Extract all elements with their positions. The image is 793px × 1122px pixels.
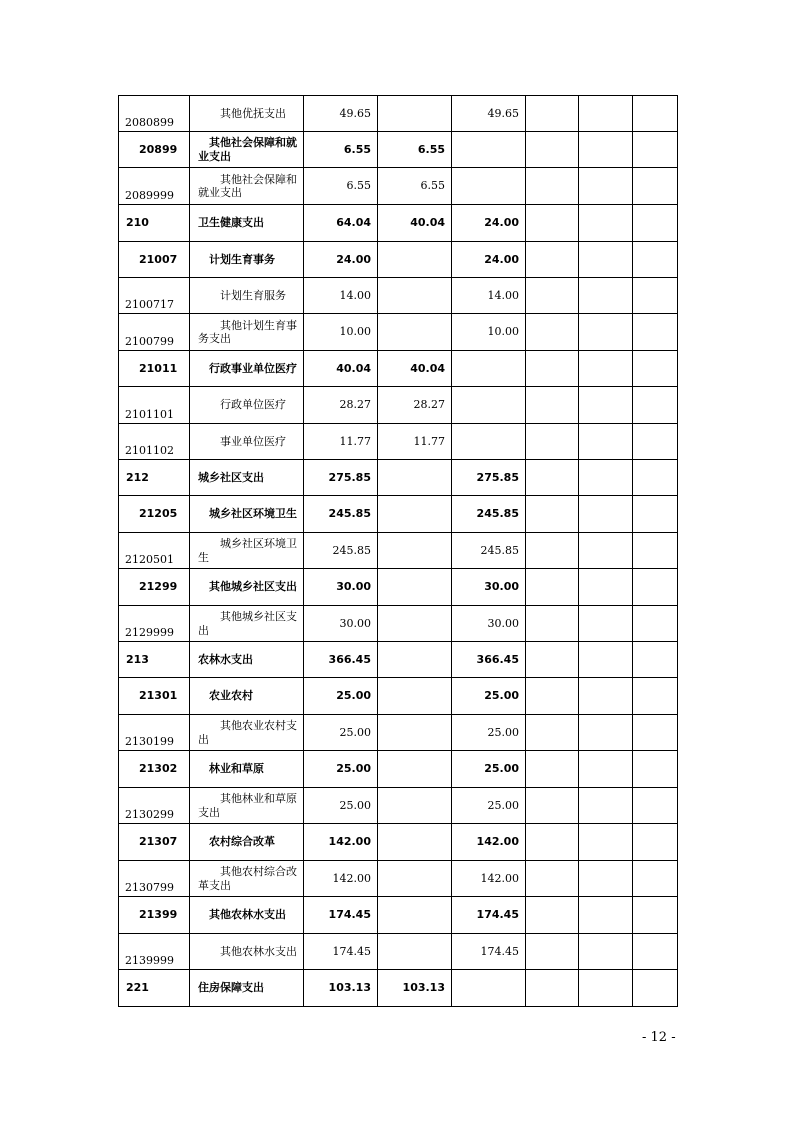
table-row bbox=[119, 897, 678, 934]
basic-amount-cell: 103.13 bbox=[378, 970, 452, 1007]
empty-cell bbox=[633, 242, 678, 278]
empty-cell bbox=[526, 788, 579, 824]
empty-cell bbox=[633, 424, 678, 460]
table-row bbox=[119, 788, 678, 824]
empty-cell bbox=[579, 788, 633, 824]
basic-amount-cell bbox=[378, 569, 452, 606]
table-row bbox=[119, 132, 678, 168]
table-row bbox=[119, 387, 678, 424]
basic-amount-cell bbox=[378, 460, 452, 496]
subject-name-cell: 其他农林水支出 bbox=[190, 934, 304, 970]
subject-name-cell: 城乡社区环境卫生 bbox=[190, 496, 304, 533]
empty-cell bbox=[633, 824, 678, 861]
subject-code-cell: 2120501 bbox=[119, 533, 190, 569]
table-row bbox=[119, 824, 678, 861]
empty-cell bbox=[579, 351, 633, 387]
project-amount-cell: 30.00 bbox=[452, 569, 526, 606]
subject-name-cell: 卫生健康支出 bbox=[190, 205, 304, 242]
empty-cell bbox=[526, 642, 579, 678]
subject-name-cell: 城乡社区环境卫生 bbox=[190, 533, 304, 569]
project-amount-cell: 366.45 bbox=[452, 642, 526, 678]
subject-name-cell: 行政单位医疗 bbox=[190, 387, 304, 424]
empty-cell bbox=[633, 132, 678, 168]
basic-amount-cell bbox=[378, 242, 452, 278]
empty-cell bbox=[633, 460, 678, 496]
subject-code-cell: 20899 bbox=[119, 132, 190, 168]
empty-cell bbox=[579, 569, 633, 606]
table-row bbox=[119, 569, 678, 606]
empty-cell bbox=[526, 606, 579, 642]
project-amount-cell: 245.85 bbox=[452, 533, 526, 569]
empty-cell bbox=[633, 205, 678, 242]
total-amount-cell: 25.00 bbox=[304, 715, 378, 751]
subject-name-cell: 其他城乡社区支出 bbox=[190, 606, 304, 642]
empty-cell bbox=[526, 96, 579, 132]
subject-name-cell: 农村综合改革 bbox=[190, 824, 304, 861]
empty-cell bbox=[579, 242, 633, 278]
basic-amount-cell bbox=[378, 96, 452, 132]
empty-cell bbox=[633, 678, 678, 715]
subject-code-cell: 21011 bbox=[119, 351, 190, 387]
empty-cell bbox=[633, 897, 678, 934]
total-amount-cell: 245.85 bbox=[304, 533, 378, 569]
empty-cell bbox=[633, 788, 678, 824]
subject-code-cell: 2130199 bbox=[119, 715, 190, 751]
project-amount-cell: 49.65 bbox=[452, 96, 526, 132]
table-row bbox=[119, 205, 678, 242]
subject-name-cell: 林业和草原 bbox=[190, 751, 304, 788]
empty-cell bbox=[526, 278, 579, 314]
empty-cell bbox=[579, 132, 633, 168]
project-amount-cell bbox=[452, 351, 526, 387]
total-amount-cell: 245.85 bbox=[304, 496, 378, 533]
total-amount-cell: 24.00 bbox=[304, 242, 378, 278]
empty-cell bbox=[579, 496, 633, 533]
project-amount-cell bbox=[452, 132, 526, 168]
empty-cell bbox=[526, 533, 579, 569]
empty-cell bbox=[526, 205, 579, 242]
table-row bbox=[119, 970, 678, 1007]
project-amount-cell bbox=[452, 424, 526, 460]
project-amount-cell: 174.45 bbox=[452, 897, 526, 934]
project-amount-cell: 174.45 bbox=[452, 934, 526, 970]
table-row bbox=[119, 715, 678, 751]
subject-code-cell: 210 bbox=[119, 205, 190, 242]
total-amount-cell: 142.00 bbox=[304, 861, 378, 897]
empty-cell bbox=[579, 460, 633, 496]
empty-cell bbox=[633, 533, 678, 569]
project-amount-cell: 245.85 bbox=[452, 496, 526, 533]
project-amount-cell: 30.00 bbox=[452, 606, 526, 642]
basic-amount-cell bbox=[378, 278, 452, 314]
table-row bbox=[119, 496, 678, 533]
table-row bbox=[119, 751, 678, 788]
subject-code-cell: 21301 bbox=[119, 678, 190, 715]
basic-amount-cell: 6.55 bbox=[378, 132, 452, 168]
basic-amount-cell bbox=[378, 642, 452, 678]
empty-cell bbox=[579, 678, 633, 715]
budget-expenditure-table bbox=[118, 95, 678, 1007]
empty-cell bbox=[526, 678, 579, 715]
total-amount-cell: 49.65 bbox=[304, 96, 378, 132]
total-amount-cell: 25.00 bbox=[304, 678, 378, 715]
basic-amount-cell bbox=[378, 715, 452, 751]
total-amount-cell: 10.00 bbox=[304, 314, 378, 351]
subject-code-cell: 21205 bbox=[119, 496, 190, 533]
basic-amount-cell: 40.04 bbox=[378, 205, 452, 242]
subject-code-cell: 21007 bbox=[119, 242, 190, 278]
subject-code-cell: 2100717 bbox=[119, 278, 190, 314]
total-amount-cell: 103.13 bbox=[304, 970, 378, 1007]
project-amount-cell: 14.00 bbox=[452, 278, 526, 314]
total-amount-cell: 275.85 bbox=[304, 460, 378, 496]
total-amount-cell: 366.45 bbox=[304, 642, 378, 678]
project-amount-cell: 142.00 bbox=[452, 861, 526, 897]
empty-cell bbox=[526, 897, 579, 934]
project-amount-cell: 24.00 bbox=[452, 242, 526, 278]
table-row bbox=[119, 861, 678, 897]
subject-code-cell: 2130299 bbox=[119, 788, 190, 824]
empty-cell bbox=[579, 861, 633, 897]
empty-cell bbox=[579, 314, 633, 351]
empty-cell bbox=[526, 242, 579, 278]
total-amount-cell: 174.45 bbox=[304, 934, 378, 970]
table-row bbox=[119, 278, 678, 314]
subject-name-cell: 计划生育服务 bbox=[190, 278, 304, 314]
basic-amount-cell bbox=[378, 861, 452, 897]
empty-cell bbox=[633, 715, 678, 751]
table-body bbox=[119, 96, 678, 1007]
basic-amount-cell: 28.27 bbox=[378, 387, 452, 424]
empty-cell bbox=[633, 496, 678, 533]
basic-amount-cell bbox=[378, 934, 452, 970]
table-row bbox=[119, 606, 678, 642]
subject-code-cell: 212 bbox=[119, 460, 190, 496]
table-row bbox=[119, 934, 678, 970]
empty-cell bbox=[526, 314, 579, 351]
subject-name-cell: 其他农村综合改革支出 bbox=[190, 861, 304, 897]
empty-cell bbox=[526, 424, 579, 460]
subject-code-cell: 2100799 bbox=[119, 314, 190, 351]
empty-cell bbox=[579, 533, 633, 569]
project-amount-cell bbox=[452, 970, 526, 1007]
total-amount-cell: 64.04 bbox=[304, 205, 378, 242]
empty-cell bbox=[579, 278, 633, 314]
project-amount-cell: 25.00 bbox=[452, 678, 526, 715]
subject-name-cell: 行政事业单位医疗 bbox=[190, 351, 304, 387]
subject-name-cell: 其他城乡社区支出 bbox=[190, 569, 304, 606]
total-amount-cell: 40.04 bbox=[304, 351, 378, 387]
table-row bbox=[119, 642, 678, 678]
total-amount-cell: 28.27 bbox=[304, 387, 378, 424]
empty-cell bbox=[579, 205, 633, 242]
empty-cell bbox=[526, 351, 579, 387]
empty-cell bbox=[526, 970, 579, 1007]
empty-cell bbox=[633, 351, 678, 387]
table-row bbox=[119, 351, 678, 387]
empty-cell bbox=[526, 496, 579, 533]
empty-cell bbox=[633, 751, 678, 788]
empty-cell bbox=[579, 606, 633, 642]
subject-name-cell: 其他优抚支出 bbox=[190, 96, 304, 132]
subject-code-cell: 2080899 bbox=[119, 96, 190, 132]
empty-cell bbox=[579, 715, 633, 751]
basic-amount-cell bbox=[378, 314, 452, 351]
subject-name-cell: 其他农业农村支出 bbox=[190, 715, 304, 751]
empty-cell bbox=[579, 934, 633, 970]
empty-cell bbox=[633, 861, 678, 897]
subject-code-cell: 21302 bbox=[119, 751, 190, 788]
empty-cell bbox=[633, 168, 678, 205]
table-row bbox=[119, 168, 678, 205]
empty-cell bbox=[526, 715, 579, 751]
subject-name-cell: 计划生育事务 bbox=[190, 242, 304, 278]
subject-name-cell: 农业农村 bbox=[190, 678, 304, 715]
empty-cell bbox=[526, 824, 579, 861]
empty-cell bbox=[579, 824, 633, 861]
empty-cell bbox=[633, 970, 678, 1007]
project-amount-cell bbox=[452, 168, 526, 205]
basic-amount-cell: 40.04 bbox=[378, 351, 452, 387]
empty-cell bbox=[526, 168, 579, 205]
total-amount-cell: 25.00 bbox=[304, 788, 378, 824]
total-amount-cell: 11.77 bbox=[304, 424, 378, 460]
empty-cell bbox=[579, 970, 633, 1007]
total-amount-cell: 174.45 bbox=[304, 897, 378, 934]
total-amount-cell: 6.55 bbox=[304, 132, 378, 168]
empty-cell bbox=[579, 642, 633, 678]
subject-name-cell: 事业单位医疗 bbox=[190, 424, 304, 460]
empty-cell bbox=[633, 278, 678, 314]
basic-amount-cell bbox=[378, 678, 452, 715]
total-amount-cell: 30.00 bbox=[304, 606, 378, 642]
project-amount-cell: 24.00 bbox=[452, 205, 526, 242]
basic-amount-cell bbox=[378, 606, 452, 642]
empty-cell bbox=[633, 314, 678, 351]
subject-code-cell: 2139999 bbox=[119, 934, 190, 970]
table-row bbox=[119, 242, 678, 278]
empty-cell bbox=[633, 569, 678, 606]
empty-cell bbox=[526, 934, 579, 970]
project-amount-cell: 25.00 bbox=[452, 751, 526, 788]
basic-amount-cell bbox=[378, 751, 452, 788]
project-amount-cell: 10.00 bbox=[452, 314, 526, 351]
basic-amount-cell bbox=[378, 897, 452, 934]
empty-cell bbox=[526, 569, 579, 606]
table-row bbox=[119, 533, 678, 569]
basic-amount-cell: 11.77 bbox=[378, 424, 452, 460]
subject-code-cell: 2130799 bbox=[119, 861, 190, 897]
basic-amount-cell: 6.55 bbox=[378, 168, 452, 205]
subject-name-cell: 其他社会保障和就业支出 bbox=[190, 132, 304, 168]
empty-cell bbox=[633, 642, 678, 678]
subject-name-cell: 其他农林水支出 bbox=[190, 897, 304, 934]
table-row bbox=[119, 678, 678, 715]
empty-cell bbox=[633, 934, 678, 970]
empty-cell bbox=[579, 96, 633, 132]
table-row bbox=[119, 424, 678, 460]
empty-cell bbox=[526, 861, 579, 897]
subject-code-cell: 2129999 bbox=[119, 606, 190, 642]
empty-cell bbox=[633, 96, 678, 132]
subject-code-cell: 21399 bbox=[119, 897, 190, 934]
project-amount-cell: 25.00 bbox=[452, 715, 526, 751]
subject-code-cell: 221 bbox=[119, 970, 190, 1007]
total-amount-cell: 30.00 bbox=[304, 569, 378, 606]
table-row bbox=[119, 96, 678, 132]
basic-amount-cell bbox=[378, 788, 452, 824]
basic-amount-cell bbox=[378, 824, 452, 861]
empty-cell bbox=[579, 168, 633, 205]
table-row bbox=[119, 314, 678, 351]
empty-cell bbox=[579, 751, 633, 788]
empty-cell bbox=[526, 387, 579, 424]
basic-amount-cell bbox=[378, 533, 452, 569]
empty-cell bbox=[526, 751, 579, 788]
empty-cell bbox=[526, 132, 579, 168]
subject-code-cell: 21307 bbox=[119, 824, 190, 861]
project-amount-cell: 142.00 bbox=[452, 824, 526, 861]
subject-code-cell: 2089999 bbox=[119, 168, 190, 205]
total-amount-cell: 142.00 bbox=[304, 824, 378, 861]
subject-name-cell: 农林水支出 bbox=[190, 642, 304, 678]
total-amount-cell: 6.55 bbox=[304, 168, 378, 205]
subject-code-cell: 2101102 bbox=[119, 424, 190, 460]
project-amount-cell: 275.85 bbox=[452, 460, 526, 496]
empty-cell bbox=[526, 460, 579, 496]
empty-cell bbox=[633, 606, 678, 642]
empty-cell bbox=[579, 424, 633, 460]
basic-amount-cell bbox=[378, 496, 452, 533]
total-amount-cell: 14.00 bbox=[304, 278, 378, 314]
subject-name-cell: 其他社会保障和就业支出 bbox=[190, 168, 304, 205]
empty-cell bbox=[579, 897, 633, 934]
page-number: - 12 - bbox=[642, 1030, 676, 1045]
subject-name-cell: 其他林业和草原支出 bbox=[190, 788, 304, 824]
subject-name-cell: 住房保障支出 bbox=[190, 970, 304, 1007]
table-row bbox=[119, 460, 678, 496]
subject-code-cell: 21299 bbox=[119, 569, 190, 606]
subject-name-cell: 其他计划生育事务支出 bbox=[190, 314, 304, 351]
empty-cell bbox=[579, 387, 633, 424]
total-amount-cell: 25.00 bbox=[304, 751, 378, 788]
empty-cell bbox=[633, 387, 678, 424]
project-amount-cell: 25.00 bbox=[452, 788, 526, 824]
project-amount-cell bbox=[452, 387, 526, 424]
subject-code-cell: 2101101 bbox=[119, 387, 190, 424]
subject-name-cell: 城乡社区支出 bbox=[190, 460, 304, 496]
subject-code-cell: 213 bbox=[119, 642, 190, 678]
